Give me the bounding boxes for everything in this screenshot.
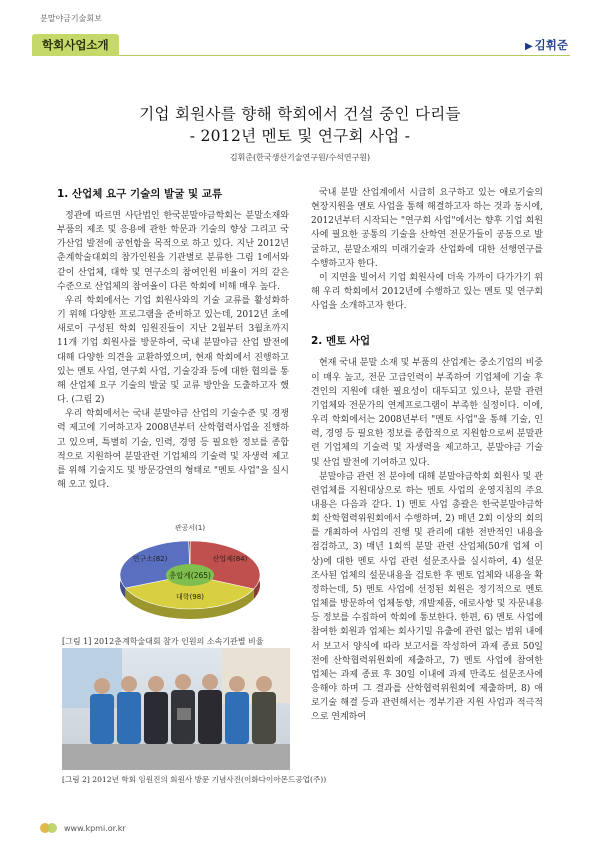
pie-chart-svg <box>90 523 290 633</box>
paragraph: 우리 학회에서는 국내 분말야금 산업의 기술수준 및 경쟁력 제고에 기여하고자 2008년부터 산학협력사업을 진행하고 있으며, 특별히 기술, 인력, 경영 등 필요한 정보를 종합적으로 지원하여 분말관련 기업체의 기술력 및 자생력 제고를 위해 기술지도 및 방문강연의 형태로 "멘토 사업"을 실시해 오고 있다. <box>57 409 289 490</box>
figure-1-caption: [그림 1] 2012춘계학술대회 참가 인원의 소속기관별 비율 <box>62 637 264 646</box>
byline: 김휘준(한국생산기술연구원/수석연구원) <box>229 153 371 162</box>
section-tab: 학회사업소개 <box>32 34 119 56</box>
pie-label-2: 대학(98) <box>176 593 204 601</box>
group-photo-image <box>62 648 290 770</box>
right-column <box>311 186 543 724</box>
article-subtitle: - 2012년 멘토 및 연구회 사업 - <box>189 127 411 145</box>
paragraph: 우리 학회에서는 기업 회원사와의 기술 교류를 활성화하기 위해 다양한 프로그램을 준비하고 있는데, 2012년 초에 새로이 구성된 학회 임원진들이 지난 2월부터 3월초까지 11개 기업 회원사를 방문하여, 국내 분말야금 산업 발전에 대해 다양한 의견을 교환하였으며, 현재 학회에서 진행하고 있는 멘토 사업, 연구회 사업, 기술강좌 등에 대한 협의를 통해 산업체 요구 기술의 발굴 및 교류 방안을 도출하고자 했다. (그림 2) <box>57 295 289 406</box>
article-title: 기업 회원사를 향해 학회에서 건설 중인 다리들 <box>139 105 461 123</box>
author-tag <box>525 37 568 53</box>
triangle-icon: ▶ <box>524 41 533 52</box>
pie-label-1: 산업체(84) <box>212 555 248 563</box>
paragraph: 현재 국내 분말 소재 및 부품의 산업계는 중소기업의 비중이 매우 높고, 전문 고급인력이 부족하여 기업체에 기술 후견인의 지원에 대한 필요성이 대두되고 있으나, 분말 관련 기업체와 전문가의 연계프로그램이 부족한 실정이다. 이에, 우리 학회에서는 2008년부터 "멘토 사업"을 통해 기술, 인력, 경영 등 필요한 정보를 종합적으로 지원함으로써 분말관련 기업체의 기술력 및 자생력을 제고하고, 분말야금 기술 및 산업 발전에 기여하고 있다. <box>311 358 543 468</box>
footer-logo-icon <box>40 820 58 839</box>
section-header <box>32 34 570 56</box>
figure-2-caption: [그림 2] 2012년 학회 임원진의 회원사 방문 기념사진(이화다이아몬드공업(주)) <box>62 775 327 784</box>
paragraph: 분말야금 관련 전 분야에 대해 분말야금학회 회원사 및 관련업체를 지원대상으로 하는 멘토 사업의 운영지침의 주요내용은 다음과 같다. 1) 멘토 사업 총괄은 한국분말야금학회 산학협력위원회에서 수행하며, 2) 매년 2회 이상의 회의를 개최하여 사업의 진행 및 관리에 대한 전반적인 내용을 점검하고, 3) 매년 1회씩 분말 관련 산업체(50개 업체 이상)에 대한 멘토 사업 관련 설문조사를 실시하여, 4) 설문 조사된 업체의 설문내용을 검토한 후 멘토 업체와 내용을 확정하는데, 5) 멘토 사업에 선정된 회원은 정기적으로 멘토 업체를 방문하여 업체동향, 개발제품, 애로사항 및 자문내용 등 정보를 수집하여 학회에 통보한다. 한편, 6) 멘토 사업에 참여한 회원과 업체는 회사기밀 유출에 관련 없는 범위 내에서 보고서 양식에 따라 보고서를 작성하여 과제 종료 50일 전에 산학협력위원회에 제출하고, 7) 멘토 사업에 참여한 업체는 과제 종료 후 30일 이내에 과제 만족도 설문조사에 응해야 하며 그 결과를 산학협력위원회에 제출하며, 8) 애로기술 해결 등과 관련해서는 정부기관 지원 사업과 적극적으로 연계하여 <box>311 471 543 723</box>
figure-2-photo <box>62 648 290 770</box>
section-heading-1: 1. 산업체 요구 기술의 발굴 및 교류 <box>57 188 223 200</box>
author-tag-name: 김휘준 <box>534 38 568 52</box>
section-heading-2: 2. 멘토 사업 <box>311 335 371 348</box>
left-column <box>57 186 289 492</box>
paragraph: 이 지면을 빌어서 기업 회원사에 더욱 가까이 다가가기 위해 우리 학회에서 2012년에 수행하고 있는 멘토 및 연구회 사업을 소개하고자 한다. <box>311 272 543 312</box>
pie-center-label: 총합계(265) <box>169 571 211 580</box>
pie-label-3: 연구소(82) <box>132 555 168 563</box>
pie-label-0: 관공서(1) <box>174 524 206 532</box>
paragraph: 국내 분말 산업계에서 시급히 요구하고 있는 애로기술의 현장지원을 멘토 사업을 통해 해결하고자 하는 것과 동시에, 2012년부터 시작되는 "연구회 사업"에서는 향후 기업 회원사에 필요한 공통의 기술을 산학연 전문가들이 공동으로 발굴하고, 분말소재의 미래기술과 산업화에 대한 선행연구를 수행하고자 한다. <box>311 188 543 269</box>
paragraph: 정관에 따르면 사단법인 한국분말야금학회는 분말소재와 부품의 제조 및 응용에 관한 학문과 기술의 향상 그리고 국가산업 발전에 공헌함을 목적으로 하고 있다. 지난 2012년 춘계학술대회의 참가인원을 기관별로 분류한 그림 1에서와 같이 산업체, 대학 및 연구소의 참여인원 비율이 거의 같은 수준으로 산업체의 참여율이 다른 학회에 비해 매우 높다. <box>57 211 289 292</box>
journal-name: 분말야금기술회보 <box>40 14 102 23</box>
figure-1-pie-chart <box>90 523 290 633</box>
footer-url: www.kpmi.or.kr <box>64 824 126 833</box>
